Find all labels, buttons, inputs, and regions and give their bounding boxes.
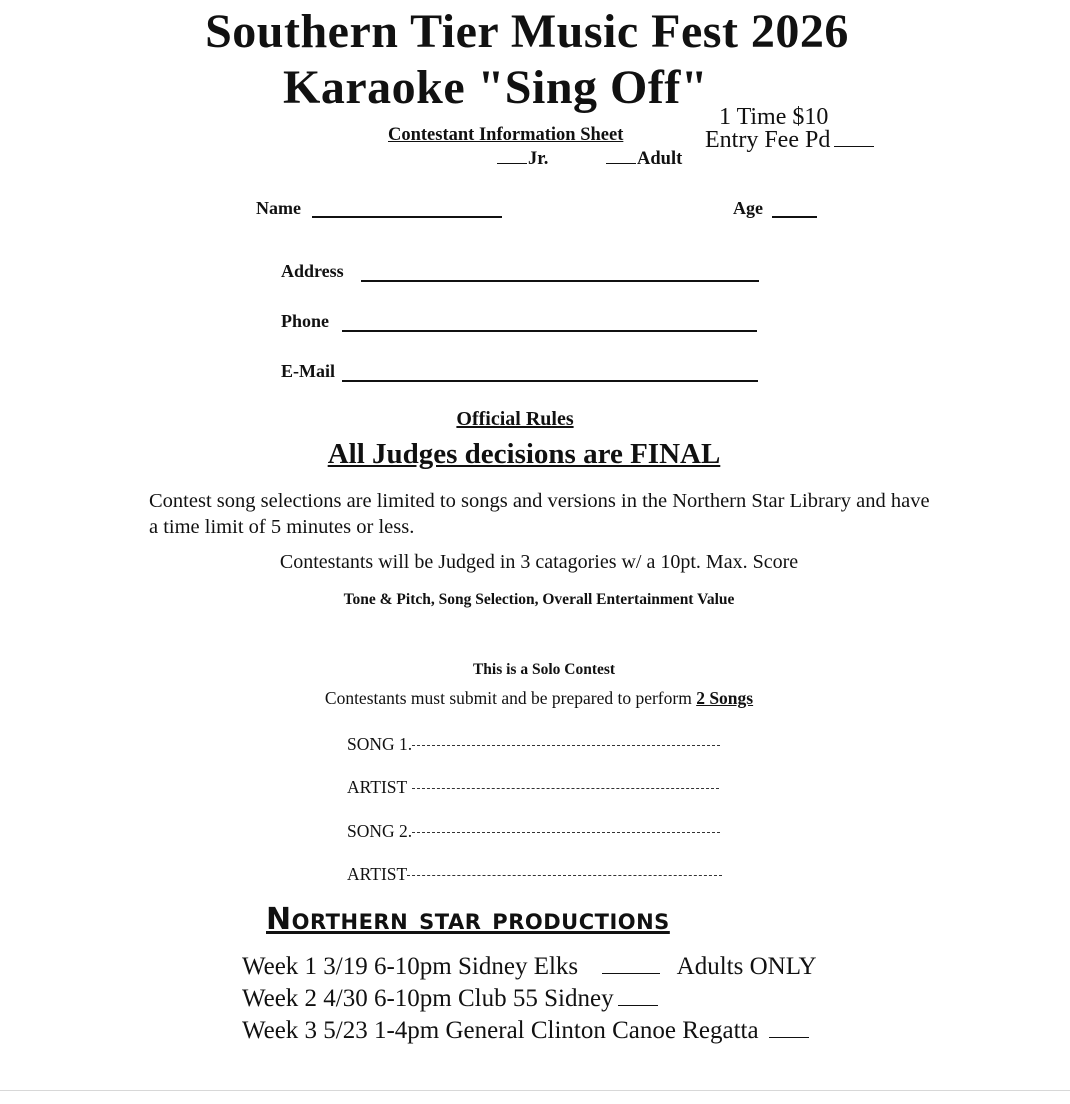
- phone-field[interactable]: [342, 330, 757, 332]
- category-jr-blank[interactable]: [497, 149, 527, 164]
- name-label: Name: [256, 198, 301, 218]
- productions-title: Northern star productions: [266, 902, 670, 937]
- age-field[interactable]: [772, 216, 817, 218]
- week-1-text: Week 1 3/19 6-10pm Sidney Elks: [242, 953, 579, 980]
- week-2-row: [242, 985, 658, 1013]
- entry-fee-label: Entry Fee Pd: [705, 127, 831, 153]
- submit-songs-text: Contestants must submit and be prepared to perform: [324, 688, 692, 708]
- page-bottom-divider: [0, 1090, 1070, 1091]
- week-1-row: [242, 953, 817, 981]
- email-label: E-Mail: [281, 361, 335, 381]
- address-label: Address: [281, 261, 344, 281]
- artist-2-label: ARTIST: [347, 864, 408, 884]
- address-field[interactable]: [361, 280, 759, 282]
- entry-fee-amount: 1 Time $10: [719, 104, 829, 130]
- category-adult-label: Adult: [637, 149, 683, 169]
- week-3-row: [242, 1017, 809, 1045]
- artist-1-field[interactable]: [412, 788, 719, 789]
- song-2-field[interactable]: [412, 832, 720, 833]
- submit-songs-rule: [0, 688, 1070, 709]
- rule-categories: Tone & Pitch, Song Selection, Overall Entertainment Value: [343, 591, 735, 608]
- solo-contest-notice: This is a Solo Contest: [472, 661, 616, 678]
- artist-2-row: [347, 864, 722, 885]
- category-jr-label: Jr.: [528, 149, 549, 169]
- artist-2-field[interactable]: [407, 875, 722, 876]
- email-field[interactable]: [342, 380, 758, 382]
- week-1-note: Adults ONLY: [676, 953, 817, 980]
- song-1-row: [347, 734, 720, 755]
- judges-final-notice: All Judges decisions are FINAL: [327, 438, 721, 470]
- week-2-text: Week 2 4/30 6-10pm Club 55 Sidney: [242, 985, 614, 1012]
- song-1-label: SONG 1.: [347, 734, 413, 754]
- name-field[interactable]: [312, 216, 502, 218]
- category-adult-blank[interactable]: [606, 149, 636, 164]
- song-2-row: [347, 821, 720, 842]
- week-3-blank[interactable]: [769, 1019, 809, 1038]
- song-2-label: SONG 2.: [347, 821, 413, 841]
- age-label: Age: [733, 198, 763, 218]
- page-title: Southern Tier Music Fest 2026: [205, 5, 849, 58]
- category-jr: [497, 149, 548, 170]
- week-3-text: Week 3 5/23 1-4pm General Clinton Canoe Regatta: [242, 1017, 759, 1044]
- entry-fee-blank[interactable]: [834, 126, 874, 147]
- submit-songs-count: 2 Songs: [696, 688, 754, 708]
- category-adult: [606, 149, 682, 170]
- artist-1-row: [347, 777, 719, 798]
- week-2-blank[interactable]: [618, 987, 658, 1006]
- entry-fee-paid: [705, 126, 874, 154]
- rule-song-selection: Contest song selections are limited to songs and versions in the Northern Star Library and have a time limit of 5 minutes or less.: [149, 490, 930, 538]
- song-1-field[interactable]: [412, 745, 720, 746]
- phone-label: Phone: [281, 311, 330, 331]
- rule-judging: Contestants will be Judged in 3 catagories w/ a 10pt. Max. Score: [279, 551, 799, 573]
- sheet-title: Contestant Information Sheet: [388, 125, 624, 145]
- page-subtitle: Karaoke "Sing Off": [283, 61, 708, 114]
- week-1-blank[interactable]: [602, 955, 660, 974]
- artist-1-label: ARTIST: [347, 777, 408, 797]
- rules-heading: Official Rules: [456, 408, 574, 430]
